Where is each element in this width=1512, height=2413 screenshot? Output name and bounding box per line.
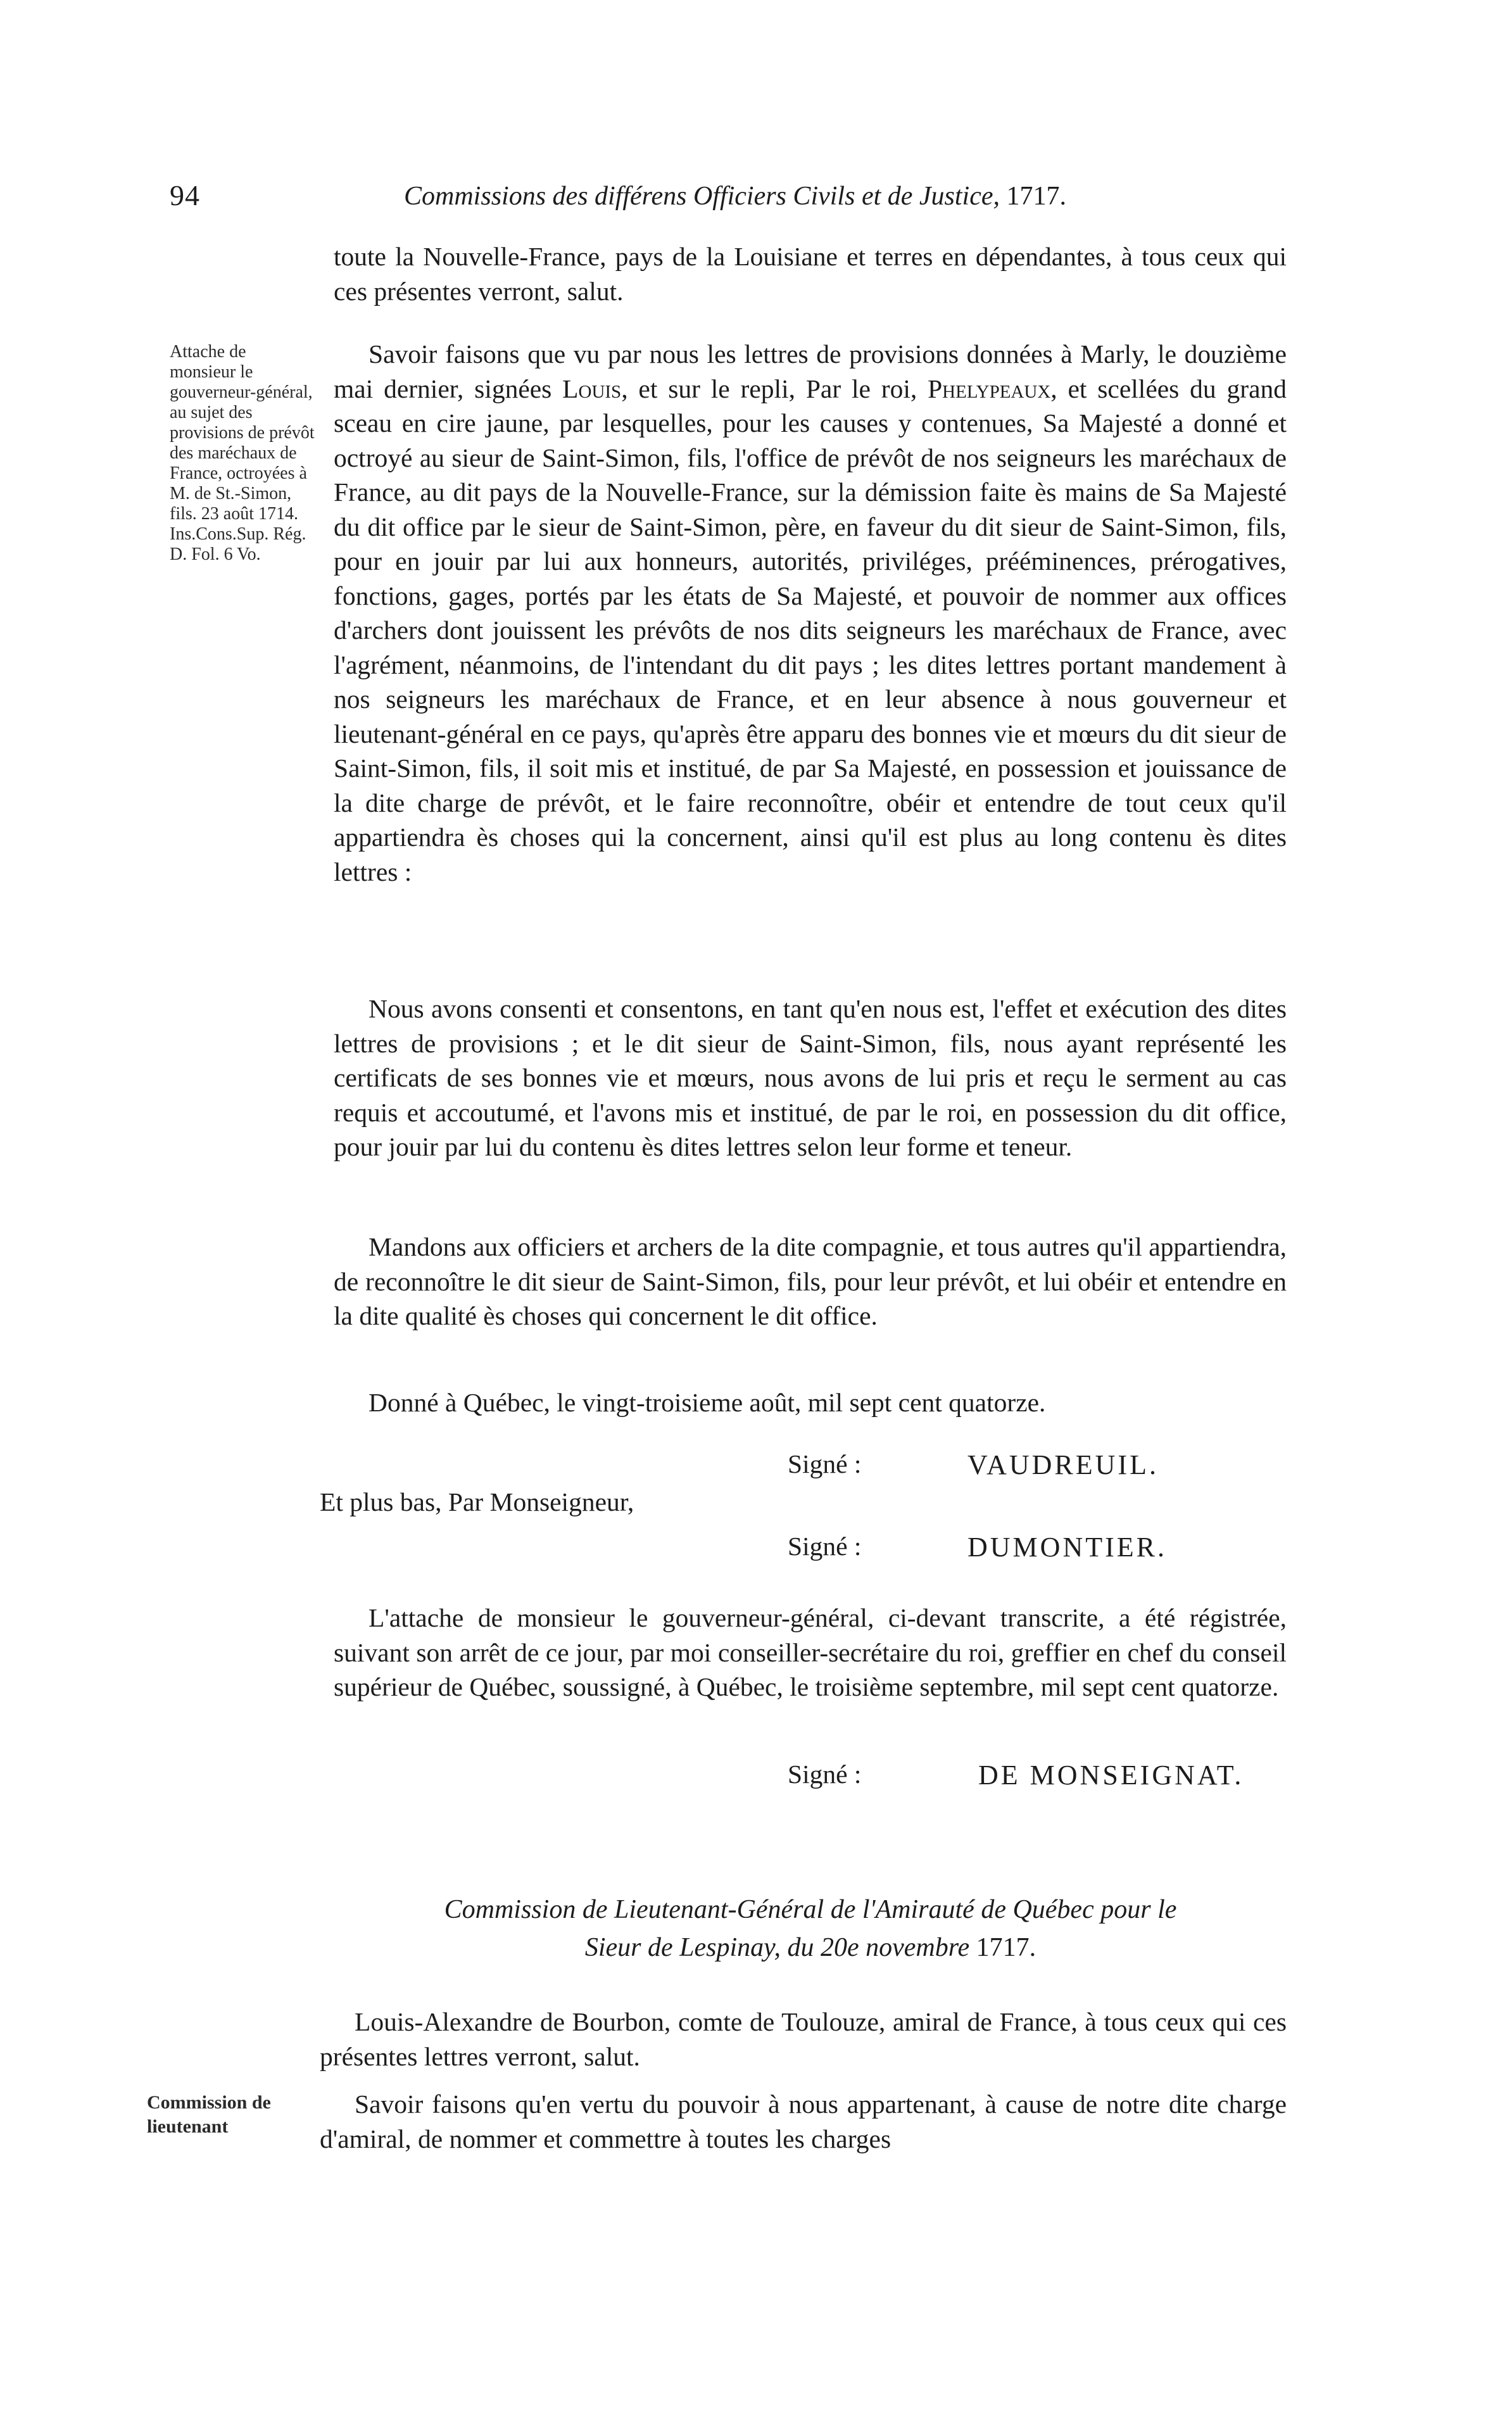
section-title-commission	[317, 1891, 1304, 1967]
section-title-line-1: Commission de Lieutenant-Général de l'Amirauté de Québec pour le	[444, 1895, 1177, 1924]
paragraph-consent	[334, 992, 1287, 1164]
paragraph-registration	[334, 1601, 1287, 1704]
margin-note-attache: Attache de monsieur le gouverneur-général, au sujet des provisions de prévôt des maréchaux de France, octroyées à M. de St.-Simon, fils. 23 août 1714. Ins.Cons.Sup. Rég. D. Fol. 6 Vo.	[170, 342, 315, 564]
signature-monseignat	[0, 1759, 1512, 1797]
section-title-line-2	[317, 1929, 1304, 1967]
paragraph-savoir-faisons-text: Savoir faisons qu'en vertu du pouvoir à nous appartenant, à cause de notre dite charge d'amiral, de nommer et commettre à toutes les charges	[320, 2089, 1287, 2153]
opening-text: toute la Nouvelle-France, pays de la Louisiane et terres en dépendantes, à tous ceux qui ces présentes verront, salut.	[334, 242, 1287, 306]
paragraph-savoir-faisons	[320, 2087, 1287, 2156]
paragraph-mandons-text: Mandons aux officiers et archers de la dite compagnie, et tous autres qu'il appartiendra, de reconnoître le dit sieur de Saint-Simon, fils, pour leur prévôt, et lui obéir et entendre en la dite qualité ès choses qui concernent le dit office.	[334, 1232, 1287, 1330]
para-1-part-a: Savoir faisons que vu par nous les lettres de provisions données à Marly, le douzième mai dernier, signées	[334, 339, 1287, 403]
signature-label: Signé :	[788, 1532, 862, 1561]
signature-vaudreuil	[0, 1449, 1512, 1487]
para-1-part-c: , et scellées du grand sceau en cire jaune, par lesquelles, pour les causes y contenues, Sa Majesté a donné et octroyé au sieur de Saint-Simon, fils, l'office de prévôt de nos seigneurs les maréchaux de France, au dit pays de la Nouvelle-France, sur la démission faite ès mains de Sa Majesté du dit office par le sieur de Saint-Simon, père, en faveur du dit sieur de Saint-Simon, fils, pour en jouir par lui aux honneurs, autorités, priviléges, prééminences, prérogatives, fonctions, gages, portés par les états de Sa Majesté, et pouvoir de nommer aux offices d'archers dont jouissent les prévôts de nos dits seigneurs les maréchaux de France, avec l'agrément, néanmoins, de l'intendant du dit pays ; les dites lettres portant mandement à nos seigneurs les maréchaux de France, et en leur absence à nous gouverneur et lieutenant-général en ce pays, qu'après être apparu des bonnes vie et mœurs du dit sieur de Saint-Simon, fils, il soit mis et institué, de par Sa Majesté, en possession et jouissance de la dite charge de prévôt, et le faire reconnoître, obéir et entendre de tout ceux qu'il appartiendra ès choses qui la concernent, ainsi qu'il est plus au long contenu ès dites lettres :	[334, 374, 1287, 886]
signature-name: DUMONTIER.	[967, 1532, 1167, 1563]
page-header	[170, 179, 1284, 217]
para-1-part-b: , et sur le repli, Par le roi,	[621, 374, 928, 403]
et-plus-bas-line: Et plus bas, Par Monseigneur,	[320, 1487, 634, 1516]
page-number: 94	[170, 179, 200, 211]
paragraph-consent-text: Nous avons consenti et consentons, en tant qu'en nous est, l'effet et exécution des dites lettres de provisions ; et le dit sieur de Saint-Simon, fils, nous ayant représenté les certificats de ses bonnes vie et mœurs, nous avons de lui pris et reçu le serment au cas requis et accoutumé, et l'avons mis et institué, de par le roi, en possession du dit office, pour jouir par lui du contenu ès dites lettres selon leur forme et teneur.	[334, 994, 1287, 1161]
signature-name: DE MONSEIGNAT.	[978, 1760, 1244, 1791]
margin-note-commission: Commission de lieutenant	[147, 2092, 271, 2137]
signature-name: VAUDREUIL.	[967, 1449, 1159, 1480]
signature-label: Signé :	[788, 1760, 862, 1789]
given-at-text: Donné à Québec, le vingt-troisieme août, mil sept cent quatorze.	[369, 1388, 1046, 1417]
opening-paragraph	[334, 239, 1287, 308]
paragraph-registration-text: L'attache de monsieur le gouverneur-général, ci-devant transcrite, a été régistrée, suivant son arrêt de ce jour, par moi conseiller-secrétaire du roi, greffier en chef du conseil supérieur de Québec, soussigné, à Québec, le troisième septembre, mil sept cent quatorze.	[334, 1603, 1287, 1701]
paragraph-bourbon-text: Louis-Alexandre de Bourbon, comte de Toulouze, amiral de France, à tous ceux qui ces présentes lettres verront, salut.	[320, 2007, 1287, 2071]
paragraph-mandons	[334, 1230, 1287, 1333]
paragraph-bourbon	[320, 2005, 1287, 2074]
signatory-phelypeaux: Phelypeaux	[928, 374, 1051, 403]
paragraph-provisions	[334, 337, 1287, 889]
running-title-year: 1717.	[1006, 182, 1067, 211]
signatory-louis: Louis	[562, 374, 622, 403]
signature-dumontier	[0, 1531, 1512, 1569]
running-title	[404, 181, 1066, 211]
section-title-line-2-text: Sieur de Lespinay, du 20e novembre	[584, 1933, 976, 1962]
signature-label: Signé :	[788, 1449, 862, 1478]
paragraph-provisions-text	[334, 337, 1287, 889]
running-title-text: Commissions des différens Officiers Civils et de Justice,	[404, 182, 1000, 211]
section-title-year: 1717.	[976, 1933, 1036, 1962]
given-at-line	[334, 1385, 1287, 1420]
